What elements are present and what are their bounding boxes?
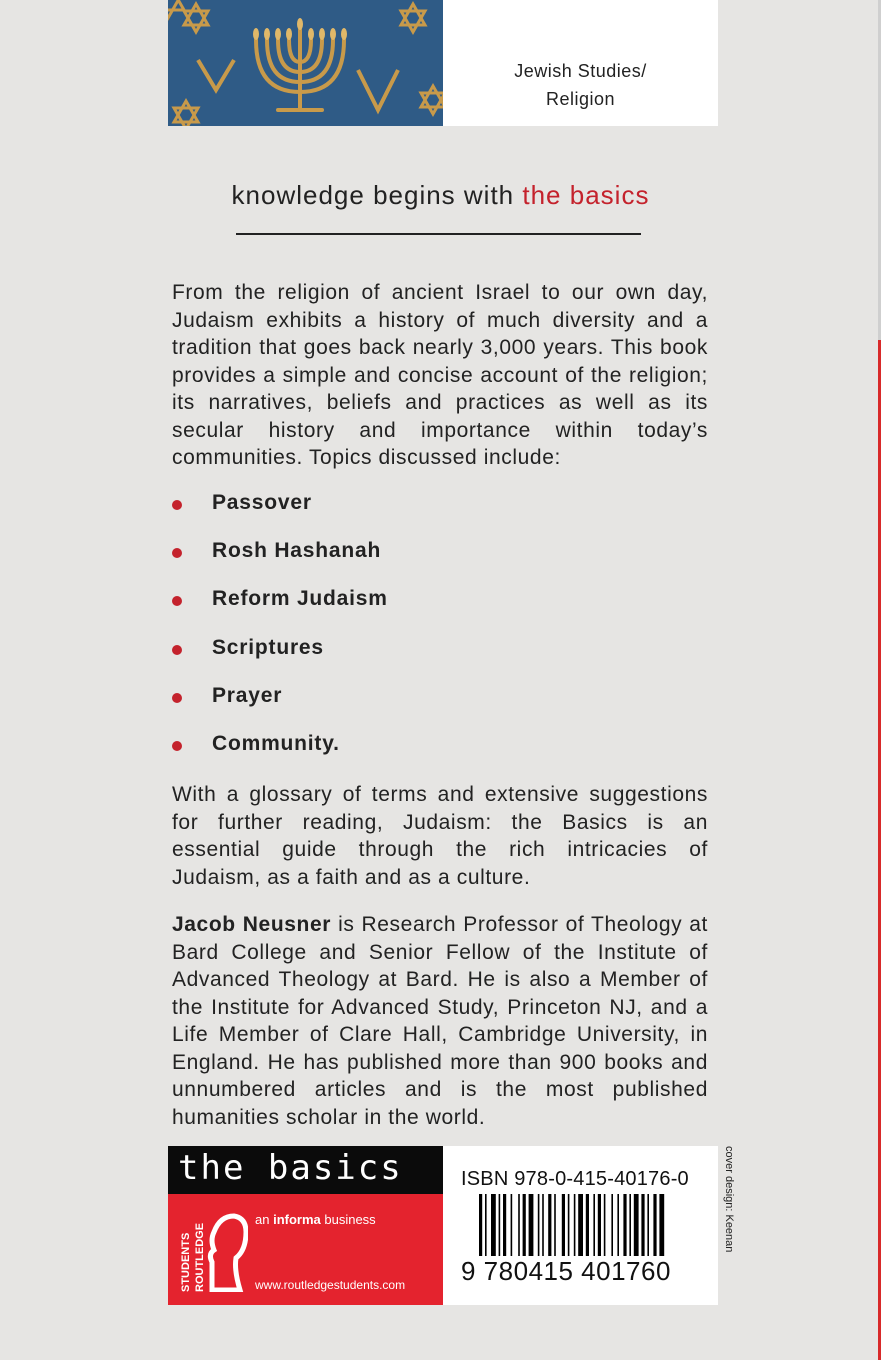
bullet-icon (172, 548, 182, 558)
topic-label: Rosh Hashanah (212, 539, 382, 563)
bullet-icon (172, 645, 182, 655)
informa-brand: informa (273, 1212, 321, 1227)
informa-suffix: business (320, 1212, 376, 1227)
topic-label: Scriptures (212, 635, 324, 659)
intro-paragraph: From the religion of ancient Israel to our own day, Judaism exhibits a history of much diversity and a tradition that goes back nearly 3,000 years. This book provides a simple and concise account of the religion; its narratives, beliefs and practices as well as its secular history and importance within today’s communities. Topics discussed include: (172, 281, 708, 469)
bullet-icon (172, 596, 182, 606)
author-name: Jacob Neusner (172, 913, 331, 936)
head-profile-icon (206, 1210, 248, 1292)
barcode-panel (443, 1146, 718, 1305)
publisher-url: www.routledgestudents.com (255, 1278, 406, 1292)
barcode-digits: 9 780415 401760 (461, 1256, 671, 1286)
author-bio-text: is Research Professor of Theology at Bard College and Senior Fellow of the Institute of Advanced Theology at Bard. He is also a Member of the Institute for Advanced Study, Princeton NJ, and a Life Member of Clare Hall, Cambridge University, in England. He has published more than 900 books and unnumbered articles and is the most published humanities scholar in the world. (172, 913, 708, 1129)
informa-prefix: an (255, 1212, 274, 1227)
cover-image (168, 0, 443, 126)
tagline-prefix: knowledge begins with (231, 180, 523, 210)
tagline-accent: the basics (522, 180, 650, 210)
summary-paragraph: With a glossary of terms and extensive suggestions for further reading, Judaism: the Basics is an essential guide through the rich intricacies of Judaism, as a faith and as a culture. (172, 783, 708, 889)
bullet-icon (172, 693, 182, 703)
menorah-pattern-image (168, 0, 443, 126)
publisher-line2: ROUTLEDGE (194, 1222, 206, 1292)
cover-design-credit-wrap (723, 1146, 737, 1276)
author-bio (172, 911, 708, 1131)
informa-line (255, 1212, 376, 1227)
topic-label: Community. (212, 731, 340, 755)
isbn-label: ISBN 978-0-415-40176-0 (461, 1168, 689, 1190)
series-banner (168, 1146, 443, 1194)
bullet-icon (172, 500, 182, 510)
bullet-icon (172, 741, 182, 751)
cover-design-credit: cover design: Keenan (723, 1146, 735, 1253)
publisher-line1: STUDENTS (180, 1232, 192, 1292)
topic-label: Reform Judaism (212, 587, 388, 611)
tagline-underline (236, 233, 641, 235)
series-name: the basics (178, 1148, 403, 1188)
routledge-logo (176, 1210, 246, 1292)
subject-label-panel (443, 0, 718, 126)
tagline (0, 180, 881, 211)
publisher-panel (168, 1146, 443, 1305)
topic-label: Passover (212, 491, 312, 514)
topic-label: Prayer (212, 683, 283, 707)
subject-category: Jewish Studies/ Religion (514, 61, 647, 109)
publisher-wordmark (176, 1210, 208, 1292)
